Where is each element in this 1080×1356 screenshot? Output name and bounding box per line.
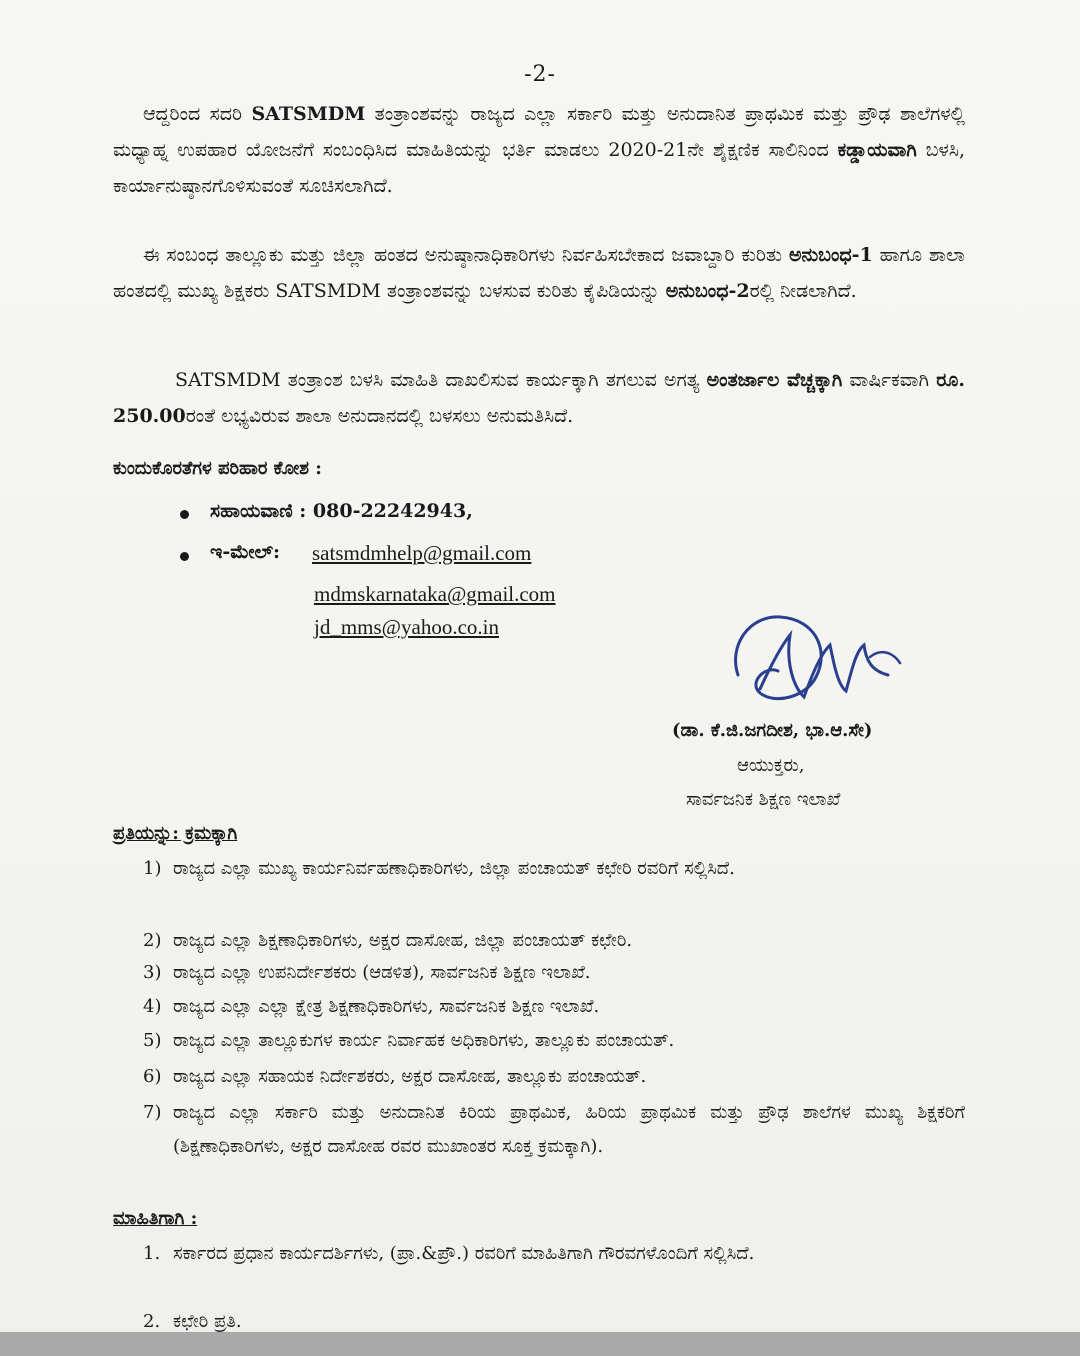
scan-bottom-edge (0, 1332, 1080, 1356)
grievance-heading: ಕುಂದುಕೊರತೆಗಳ ಪರಿಹಾರ ಕೋಶ : (113, 458, 322, 479)
list-item-text: ರಾಜ್ಯದ ಎಲ್ಲಾ ಶಿಕ್ಷಣಾಧಿಕಾರಿಗಳು, ಅಕ್ಷರ ದಾಸೋಹ, ಜಿಲ್ಲಾ ಪಂಚಾಯತ್ ಕಛೇರಿ. (173, 930, 633, 951)
signature-image (720, 605, 910, 715)
signatory-title: ಆಯುಕ್ತರು, (737, 755, 805, 776)
list-item-number: 2. (143, 1311, 161, 1332)
info-heading: ಮಾಹಿತಿಗಾಗಿ : (113, 1208, 198, 1229)
email-link-mdmskarnataka[interactable]: mdmskarnataka@gmail.com (314, 582, 556, 606)
list-item-number: 1) (143, 858, 162, 879)
list-item-number: 5) (143, 1030, 162, 1051)
email-link-jd-mms[interactable]: jd_mms@yahoo.co.in (314, 615, 499, 639)
para2-bold-annex2: ಅನುಬಂಧ-2 (665, 280, 750, 302)
para1-text-a: ಆದ್ದರಿಂದ ಸದರಿ (143, 103, 252, 125)
list-item-text: ರಾಜ್ಯದ ಎಲ್ಲಾ ತಾಲ್ಲೂಕುಗಳ ಕಾರ್ಯ ನಿರ್ವಾಹಕ ಅಧಿಕಾರಿಗಳು, ತಾಲ್ಲೂಕು ಪಂಚಾಯತ್. (173, 1030, 675, 1051)
signatory-department: ಸಾರ್ವಜನಿಕ ಶಿಕ್ಷಣ ಇಲಾಖೆ (686, 789, 841, 810)
signatory-name: (ಡಾ. ಕೆ.ಜಿ.ಜಗದೀಶ, ಭಾ.ಆ.ಸೇ) (672, 720, 873, 741)
list-item-number: 3) (143, 962, 162, 983)
list-item (143, 1096, 965, 1164)
list-item-text: ರಾಜ್ಯದ ಎಲ್ಲಾ ಸಹಾಯಕ ನಿರ್ದೇಶಕರು, ಅಕ್ಷರ ದಾಸೋಹ, ತಾಲ್ಲೂಕು ಪಂಚಾಯತ್. (173, 1066, 647, 1087)
list-item-number: 4) (143, 996, 162, 1017)
list-item (143, 1024, 965, 1058)
bullet-icon (180, 510, 189, 519)
list-item (143, 852, 965, 886)
paragraph-annexures (113, 237, 965, 309)
para3-bold-amount: ರೂ. 250.00 (113, 369, 965, 427)
list-item-text: ರಾಜ್ಯದ ಎಲ್ಲಾ ಮುಖ್ಯ ಕಾರ್ಯನಿರ್ವಹಣಾಧಿಕಾರಿಗಳು, ಜಿಲ್ಲಾ ಪಂಚಾಯತ್ ಕಛೇರಿ ರವರಿಗೆ ಸಲ್ಲಿಸಿದೆ. (173, 858, 735, 879)
list-item-number: 7) (143, 1102, 162, 1123)
para3-bold-internet: ಅಂತರ್ಜಾಲ ವೆಚ್ಚಕ್ಕಾಗಿ (706, 369, 843, 391)
list-item-number: 2) (143, 930, 162, 951)
list-item (143, 924, 965, 958)
copies-heading: ಪ್ರತಿಯನ್ನು: ಕ್ರಮಕ್ಕಾಗಿ (113, 823, 238, 844)
para1-text-c: ತಂತ್ರಾಂಶವನ್ನು ರಾಜ್ಯದ ಎಲ್ಲಾ ಸರ್ಕಾರಿ ಮತ್ತು ಅನುದಾನಿತ ಪ್ರಾಥಮಿಕ ಮತ್ತು ಪ್ರೌಢ ಶಾಲೆಗಳಲ್ಲಿ ಮಧ್ಯಾಹ್ನ ಉಪಹಾರ ಯೋಜನೆಗೆ ಸಂಬಂಧಿಸಿದ ಮಾಹಿತಿಯನ್ನು ಭರ್ತಿ ಮಾಡಲು 2020-21ನೇ ಶೈಕ್ಷಣಿಕ ಸಾಲಿನಿಂದ (113, 103, 965, 161)
list-item-text: ಸರ್ಕಾರದ ಪ್ರಧಾನ ಕಾರ್ಯದರ್ಶಿಗಳು, (ಪ್ರಾ.&ಪ್ರೌ.) ರವರಿಗೆ ಮಾಹಿತಿಗಾಗಿ ಗೌರವಗಳೊಂದಿಗೆ ಸಲ್ಲಿಸಿದೆ. (173, 1243, 755, 1264)
page-number: -2- (524, 62, 556, 87)
para2-text-e: ರಲ್ಲಿ ನೀಡಲಾಗಿದೆ. (749, 280, 857, 302)
list-item-number: 1. (143, 1243, 161, 1264)
para1-bold-mandatory: ಕಡ್ಡಾಯವಾಗಿ (837, 139, 917, 161)
para3-text-a: SATSMDM ತಂತ್ರಾಂಶ ಬಳಸಿ ಮಾಹಿತಿ ದಾಖಲಿಸುವ ಕಾರ್ಯಕ್ಕಾಗಿ ತಗಲುವ ಅಗತ್ಯ (175, 369, 707, 391)
email-link-satsmdmhelp[interactable]: satsmdmhelp@gmail.com (312, 541, 532, 565)
email-label: ಇ-ಮೇಲ್: (210, 541, 281, 563)
para2-text-a: ಈ ಸಂಬಂಧ ತಾಲ್ಲೂಕು ಮತ್ತು ಜಿಲ್ಲಾ ಹಂತದ ಅನುಷ್ಠಾನಾಧಿಕಾರಿಗಳು ನಿರ್ವಹಿಸಬೇಕಾದ ಜವಾಬ್ದಾರಿ ಕುರಿತು (143, 244, 789, 266)
list-item-number: 6) (143, 1066, 162, 1087)
list-item (143, 956, 965, 990)
list-item-text: ರಾಜ್ಯದ ಎಲ್ಲಾ ಸರ್ಕಾರಿ ಮತ್ತು ಅನುದಾನಿತ ಕಿರಿಯ ಪ್ರಾಥಮಿಕ, ಹಿರಿಯ ಪ್ರಾಥಮಿಕ ಮತ್ತು ಪ್ರೌಢ ಶಾಲೆಗಳ ಮುಖ್ಯ ಶಿಕ್ಷಕರಿಗೆ (ಶಿಕ್ಷಣಾಧಿಕಾರಿಗಳು, ಅಕ್ಷರ ದಾಸೋಹ ರವರ ಮುಖಾಂತರ ಸೂಕ್ತ ಕ್ರಮಕ್ಕಾಗಿ). (173, 1102, 965, 1157)
para2-text-c: ಹಾಗೂ ಶಾಲಾ ಹಂತದಲ್ಲಿ ಮುಖ್ಯ ಶಿಕ್ಷಕರು SATSMDM ತಂತ್ರಾಂಶವನ್ನು ಬಳಸುವ ಕುರಿತು ಕೈಪಿಡಿಯನ್ನು (113, 244, 965, 302)
para2-bold-annex1: ಅನುಬಂಧ-1 (788, 244, 873, 266)
bullet-icon (180, 552, 189, 561)
paragraph-internet-expense (113, 362, 965, 434)
helpline-number: ಸಹಾಯವಾಣಿ : 080-22242943, (210, 500, 473, 522)
list-item-text: ರಾಜ್ಯದ ಎಲ್ಲಾ ಎಲ್ಲಾ ಕ್ಷೇತ್ರ ಶಿಕ್ಷಣಾಧಿಕಾರಿಗಳು, ಸಾರ್ವಜನಿಕ ಶಿಕ್ಷಣ ಇಲಾಖೆ. (173, 996, 600, 1017)
para1-text-d: ಬಳಸಿ, ಕಾರ್ಯಾನುಷ್ಠಾನಗೊಳಿಸುವಂತೆ ಸೂಚಿಸಲಾಗಿದೆ. (113, 139, 965, 197)
list-item (143, 1060, 965, 1094)
para1-bold-satsmdm: SATSMDM (251, 103, 366, 125)
list-item (143, 1237, 965, 1271)
para3-text-e: ರಂತೆ ಲಭ್ಯವಿರುವ ಶಾಲಾ ಅನುದಾನದಲ್ಲಿ ಬಳಸಲು ಅನುಮತಿಸಿದೆ. (185, 405, 574, 427)
list-item-text: ಕಛೇರಿ ಪ್ರತಿ. (173, 1311, 242, 1332)
list-item-text: ರಾಜ್ಯದ ಎಲ್ಲಾ ಉಪನಿರ್ದೇಶಕರು (ಆಡಳಿತ), ಸಾರ್ವಜನಿಕ ಶಿಕ್ಷಣ ಇಲಾಖೆ. (173, 962, 591, 983)
para3-text-c: ವಾರ್ಷಿಕವಾಗಿ (842, 369, 937, 391)
paragraph-mandatory-usage (113, 96, 965, 204)
list-item (143, 990, 965, 1024)
